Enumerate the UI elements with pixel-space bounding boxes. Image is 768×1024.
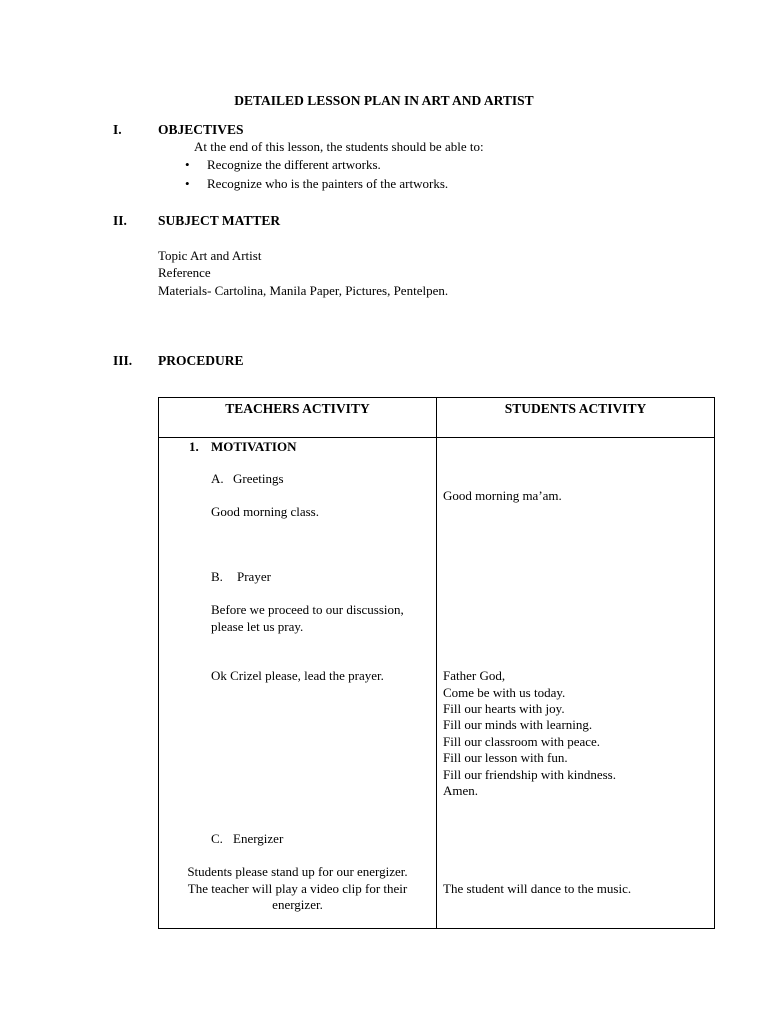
motivation-heading: MOTIVATION [211, 439, 297, 454]
objectives-numeral: I. [113, 122, 122, 137]
greetings-line: Good morning class. [211, 504, 319, 519]
greetings-label: Greetings [233, 471, 284, 486]
objectives-list [185, 156, 448, 194]
students-activity-cell [437, 438, 715, 929]
energizer-reply: The student will dance to the music. [443, 881, 632, 896]
prayer-letter: B. [211, 569, 223, 584]
objectives-intro: At the end of this lesson, the students should be able to: [194, 139, 484, 154]
objective-item: • Recognize the different artworks. [185, 156, 448, 175]
teachers-activity-header: TEACHERS ACTIVITY [159, 398, 437, 438]
energizer-line-2: The teacher will play a video clip for their [187, 881, 408, 896]
procedure-table [158, 397, 715, 929]
prayer-line-2: please let us pray. [211, 619, 304, 634]
energizer-line-3: energizer. [272, 897, 323, 912]
table-row [159, 438, 715, 929]
energizer-letter: C. [211, 831, 223, 846]
students-activity-header: STUDENTS ACTIVITY [437, 398, 715, 438]
greeting-reply: Good morning ma’am. [443, 488, 562, 503]
subject-matter-numeral: II. [113, 213, 127, 228]
prayer-text-line: Fill our friendship with kindness. [443, 767, 616, 782]
table-header-row [159, 398, 715, 438]
procedure-heading: PROCEDURE [158, 353, 244, 368]
energizer-label: Energizer [233, 831, 284, 846]
subject-matter-materials: Materials- Cartolina, Manila Paper, Pictures, Pentelpen. [158, 283, 449, 298]
subject-matter-reference: Reference [158, 265, 211, 280]
prayer-text-line: Fill our lesson with fun. [443, 750, 568, 765]
prayer-text-line: Fill our hearts with joy. [443, 701, 565, 716]
prayer-text-line: Amen. [443, 783, 479, 798]
procedure-numeral: III. [113, 353, 133, 368]
objectives-heading: OBJECTIVES [158, 122, 244, 137]
subject-matter-heading: SUBJECT MATTER [158, 213, 281, 228]
prayer-text-line: Father God, [443, 668, 506, 683]
teachers-activity-cell [159, 438, 437, 929]
prayer-label: Prayer [237, 569, 271, 584]
prayer-lead-line: Ok Crizel please, lead the prayer. [211, 668, 384, 683]
subject-matter-topic: Topic Art and Artist [158, 248, 262, 263]
greetings-letter: A. [211, 471, 224, 486]
motivation-number: 1. [189, 439, 199, 454]
document-title: DETAILED LESSON PLAN IN ART AND ARTIST [234, 93, 534, 108]
prayer-text-line: Fill our classroom with peace. [443, 734, 601, 749]
prayer-line-1: Before we proceed to our discussion, [211, 602, 404, 617]
prayer-text-line: Come be with us today. [443, 685, 566, 700]
prayer-text-line: Fill our minds with learning. [443, 717, 593, 732]
energizer-line-1: Students please stand up for our energizer. [187, 864, 408, 879]
objective-item: • Recognize who is the painters of the artworks. [185, 175, 448, 194]
